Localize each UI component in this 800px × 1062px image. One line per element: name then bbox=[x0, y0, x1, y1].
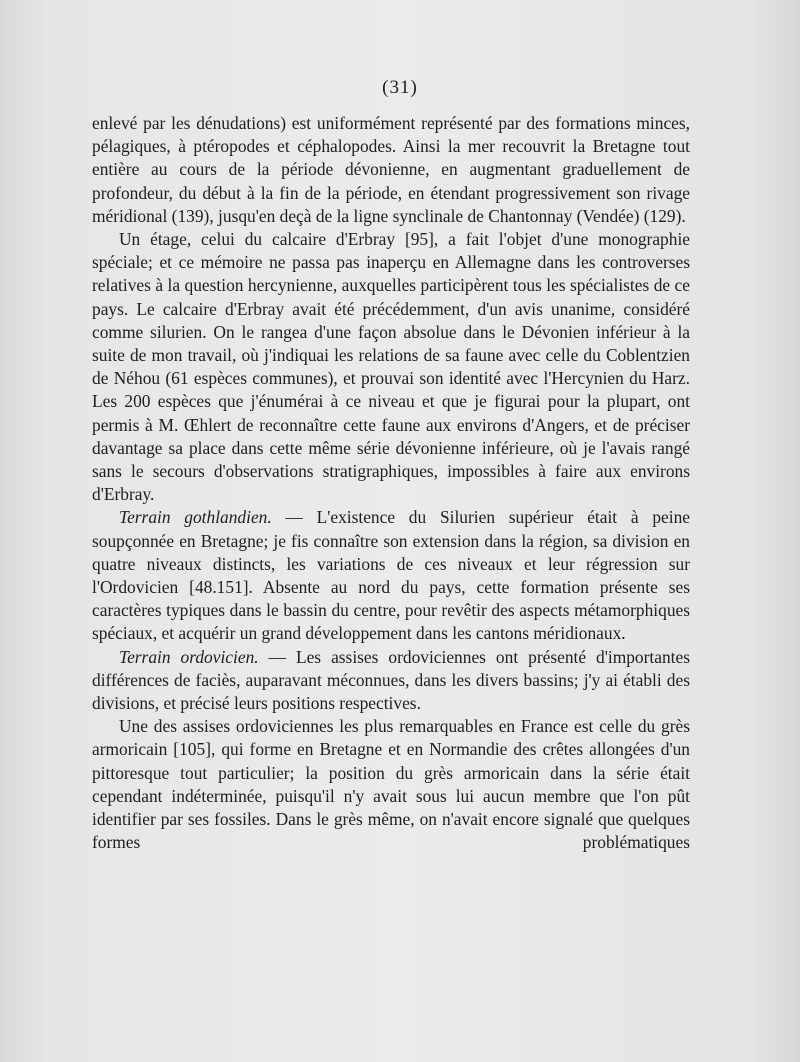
paragraph-devonian-sea bbox=[92, 112, 690, 228]
page-number: (31) bbox=[382, 77, 418, 98]
paragraph-text: enlevé par les dénudations) est uniformément représenté par des formations minces, pélagiques, à ptéropodes et céphalopodes. Ainsi la mer recouvrit la Bretagne tout entière au cours de la période dévonienne, en augmentant graduellement de profondeur, du début à la fin de la période, en étendant progressivement son rivage méridional (139), jusqu'en deçà de la ligne synclinale de Chantonnay (Vendée) (129). bbox=[92, 113, 690, 226]
paragraph-text: Un étage, celui du calcaire d'Erbray [95], a fait l'objet d'une monographie spéciale; et ce mémoire ne passa pas inaperçu en Allemagne dans les controverses relatives à la question hercynienne, auxquelles participèrent tous les spécialistes de ce pays. Le calcaire d'Erbray avait été précédemment, d'un avis unanime, considéré comme silurien. On le rangea d'une façon absolue dans le Dévonien inférieur à la suite de mon travail, où j'indiquai les relations de sa faune avec celle du Coblentzien de Néhou (61 espèces communes), et prouvai son identité avec l'Hercynien du Harz. Les 200 espèces que j'énumérai à ce niveau et que je figurai pour la plupart, ont permis à M. Œhlert de reconnaître cette faune aux environs d'Angers, et de préciser davantage sa place dans cette même série dévonienne inférieure, où je l'avais rangé sans le secours d'observations stratigraphiques, impossibles à faire aux environs d'Erbray. bbox=[92, 229, 690, 505]
paragraph-armorican-sandstone bbox=[92, 715, 690, 854]
section-heading-ordovician: Terrain ordovicien. bbox=[119, 646, 259, 667]
paragraph-gothlandian bbox=[92, 506, 690, 645]
paragraph-text: — Les assises ordoviciennes ont présenté d'importantes différences de faciès, auparavant méconnues, dans les divers bassins; j'y ai établi des divisions, et précisé leurs positions respectives. bbox=[92, 646, 690, 714]
paragraph-text: — L'existence du Silurien supérieur était à peine soupçonnée en Bretagne; je fis connaître son extension dans la région, sa division en quatre niveaux distincts, les variations de ces niveaux et leur régression sur l'Ordovicien [48.151]. Absente au nord du pays, cette formation présente ses caractères typiques dans le bassin du centre, pour revêtir des aspects métamorphiques spéciaux, et acquérir un grand développement dans les cantons méridionaux. bbox=[92, 507, 691, 644]
paragraph-text: Une des assises ordoviciennes les plus remarquables en France est celle du grès armoricain [105], qui forme en Bretagne et en Normandie des crêtes allongées d'un pittoresque tout particulier; la position du grès armoricain dans la série était cependant indéterminée, puisqu'il n'y avait sous lui aucun membre que l'on pût identifier par ses fossiles. Dans le grès même, on n'avait encore signalé que quelques formes problématiques bbox=[92, 716, 690, 853]
paragraph-ordovician bbox=[92, 646, 690, 716]
body-text bbox=[92, 112, 690, 855]
paragraph-erbray-limestone bbox=[92, 228, 690, 506]
section-heading-gothlandian: Terrain gothlandien. bbox=[119, 507, 272, 528]
